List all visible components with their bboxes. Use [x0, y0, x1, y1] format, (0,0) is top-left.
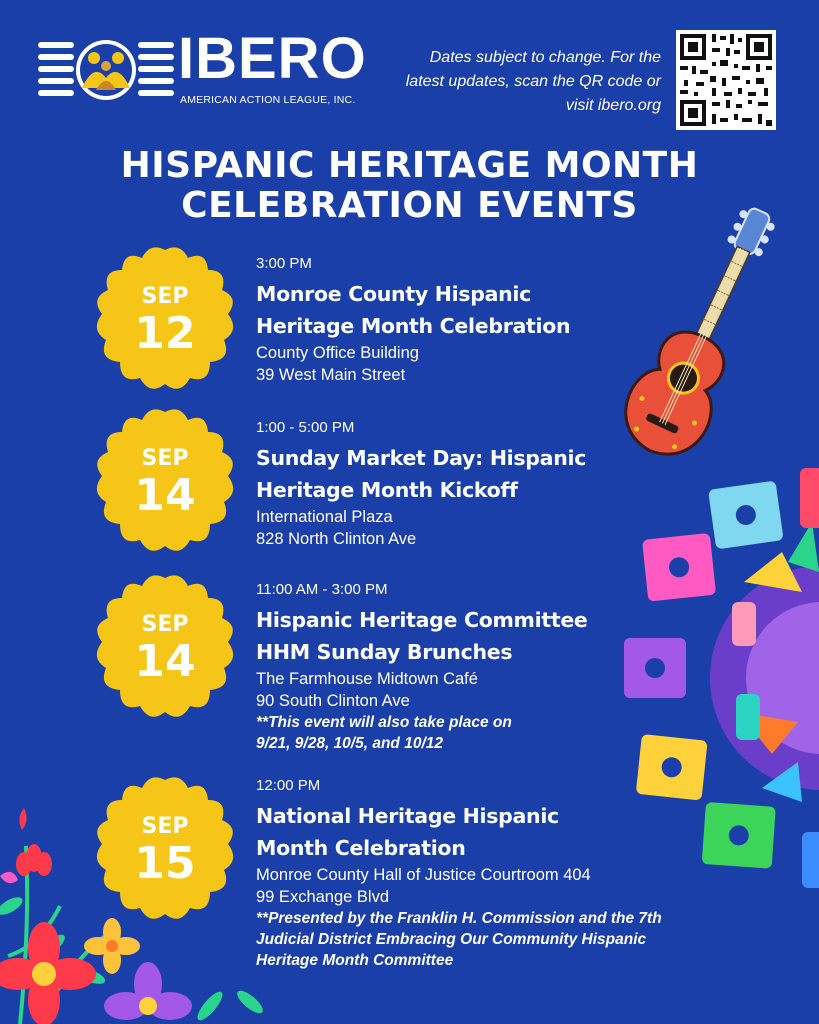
date-day: 14 [134, 470, 196, 521]
event-title-line2: Heritage Month Celebration [256, 314, 571, 338]
qr-code-icon [676, 30, 776, 130]
event-address: 828 North Clinton Ave [256, 530, 417, 548]
event-address: 39 West Main Street [256, 366, 406, 384]
event-card [0, 408, 640, 558]
event-note-line2: Judicial District Embracing Our Community Hispanic [256, 931, 647, 948]
event-time: 12:00 PM [256, 777, 321, 794]
ibero-logo [38, 26, 368, 108]
date-day: 15 [134, 838, 196, 889]
event-address: 99 Exchange Blvd [256, 888, 390, 906]
event-note-line1: **Presented by the Franklin H. Commission and the 7th [256, 910, 662, 927]
event-venue: Monroe County Hall of Justice Courtroom 404 [256, 866, 591, 884]
date-month: SEP [141, 612, 189, 637]
event-note-line2: 9/21, 9/28, 10/5, and 10/12 [256, 735, 443, 752]
event-card [0, 772, 662, 982]
event-title-line1: National Heritage Hispanic [256, 804, 559, 828]
brand-subtitle: AMERICAN ACTION LEAGUE, INC. [180, 94, 356, 106]
event-note-line3: Heritage Month Committee [256, 952, 454, 969]
date-month: SEP [141, 814, 189, 839]
event-details [256, 580, 636, 754]
event-details [256, 418, 636, 550]
date-badge [90, 408, 240, 558]
event-venue: The Farmhouse Midtown Café [256, 670, 478, 688]
date-month: SEP [141, 446, 189, 471]
event-title-line2: HHM Sunday Brunches [256, 640, 513, 664]
event-time: 3:00 PM [256, 255, 312, 272]
event-venue: County Office Building [256, 344, 419, 362]
date-month: SEP [141, 284, 189, 309]
qr-code[interactable] [676, 30, 776, 130]
event-address: 90 South Clinton Ave [256, 692, 410, 710]
event-title-line1: Sunday Market Day: Hispanic [256, 446, 587, 470]
page-title-line1: HISPANIC HERITAGE MONTH [120, 145, 699, 186]
event-details [256, 254, 636, 386]
brand-name: IBERO [178, 26, 367, 91]
event-card [0, 246, 640, 396]
event-time: 1:00 - 5:00 PM [256, 419, 355, 436]
page-title-line2: CELEBRATION EVENTS [181, 185, 638, 226]
event-time: 11:00 AM - 3:00 PM [256, 581, 388, 598]
event-title-line2: Month Celebration [256, 836, 466, 860]
date-day: 14 [134, 636, 196, 687]
event-title-line2: Heritage Month Kickoff [256, 478, 518, 502]
date-badge [90, 246, 240, 396]
event-details [256, 776, 796, 971]
update-notice: Dates subject to change. For the latest updates, scan the QR code or visit ibero.org [405, 49, 661, 114]
ibero-logo-icon [38, 38, 178, 102]
event-venue: International Plaza [256, 508, 393, 526]
date-badge [90, 574, 240, 724]
date-badge [90, 776, 240, 926]
date-day: 12 [134, 308, 196, 359]
event-title-line1: Monroe County Hispanic [256, 282, 531, 306]
event-note-line1: **This event will also take place on [256, 714, 512, 731]
event-card [0, 574, 640, 764]
event-title-line1: Hispanic Heritage Committee [256, 608, 588, 632]
